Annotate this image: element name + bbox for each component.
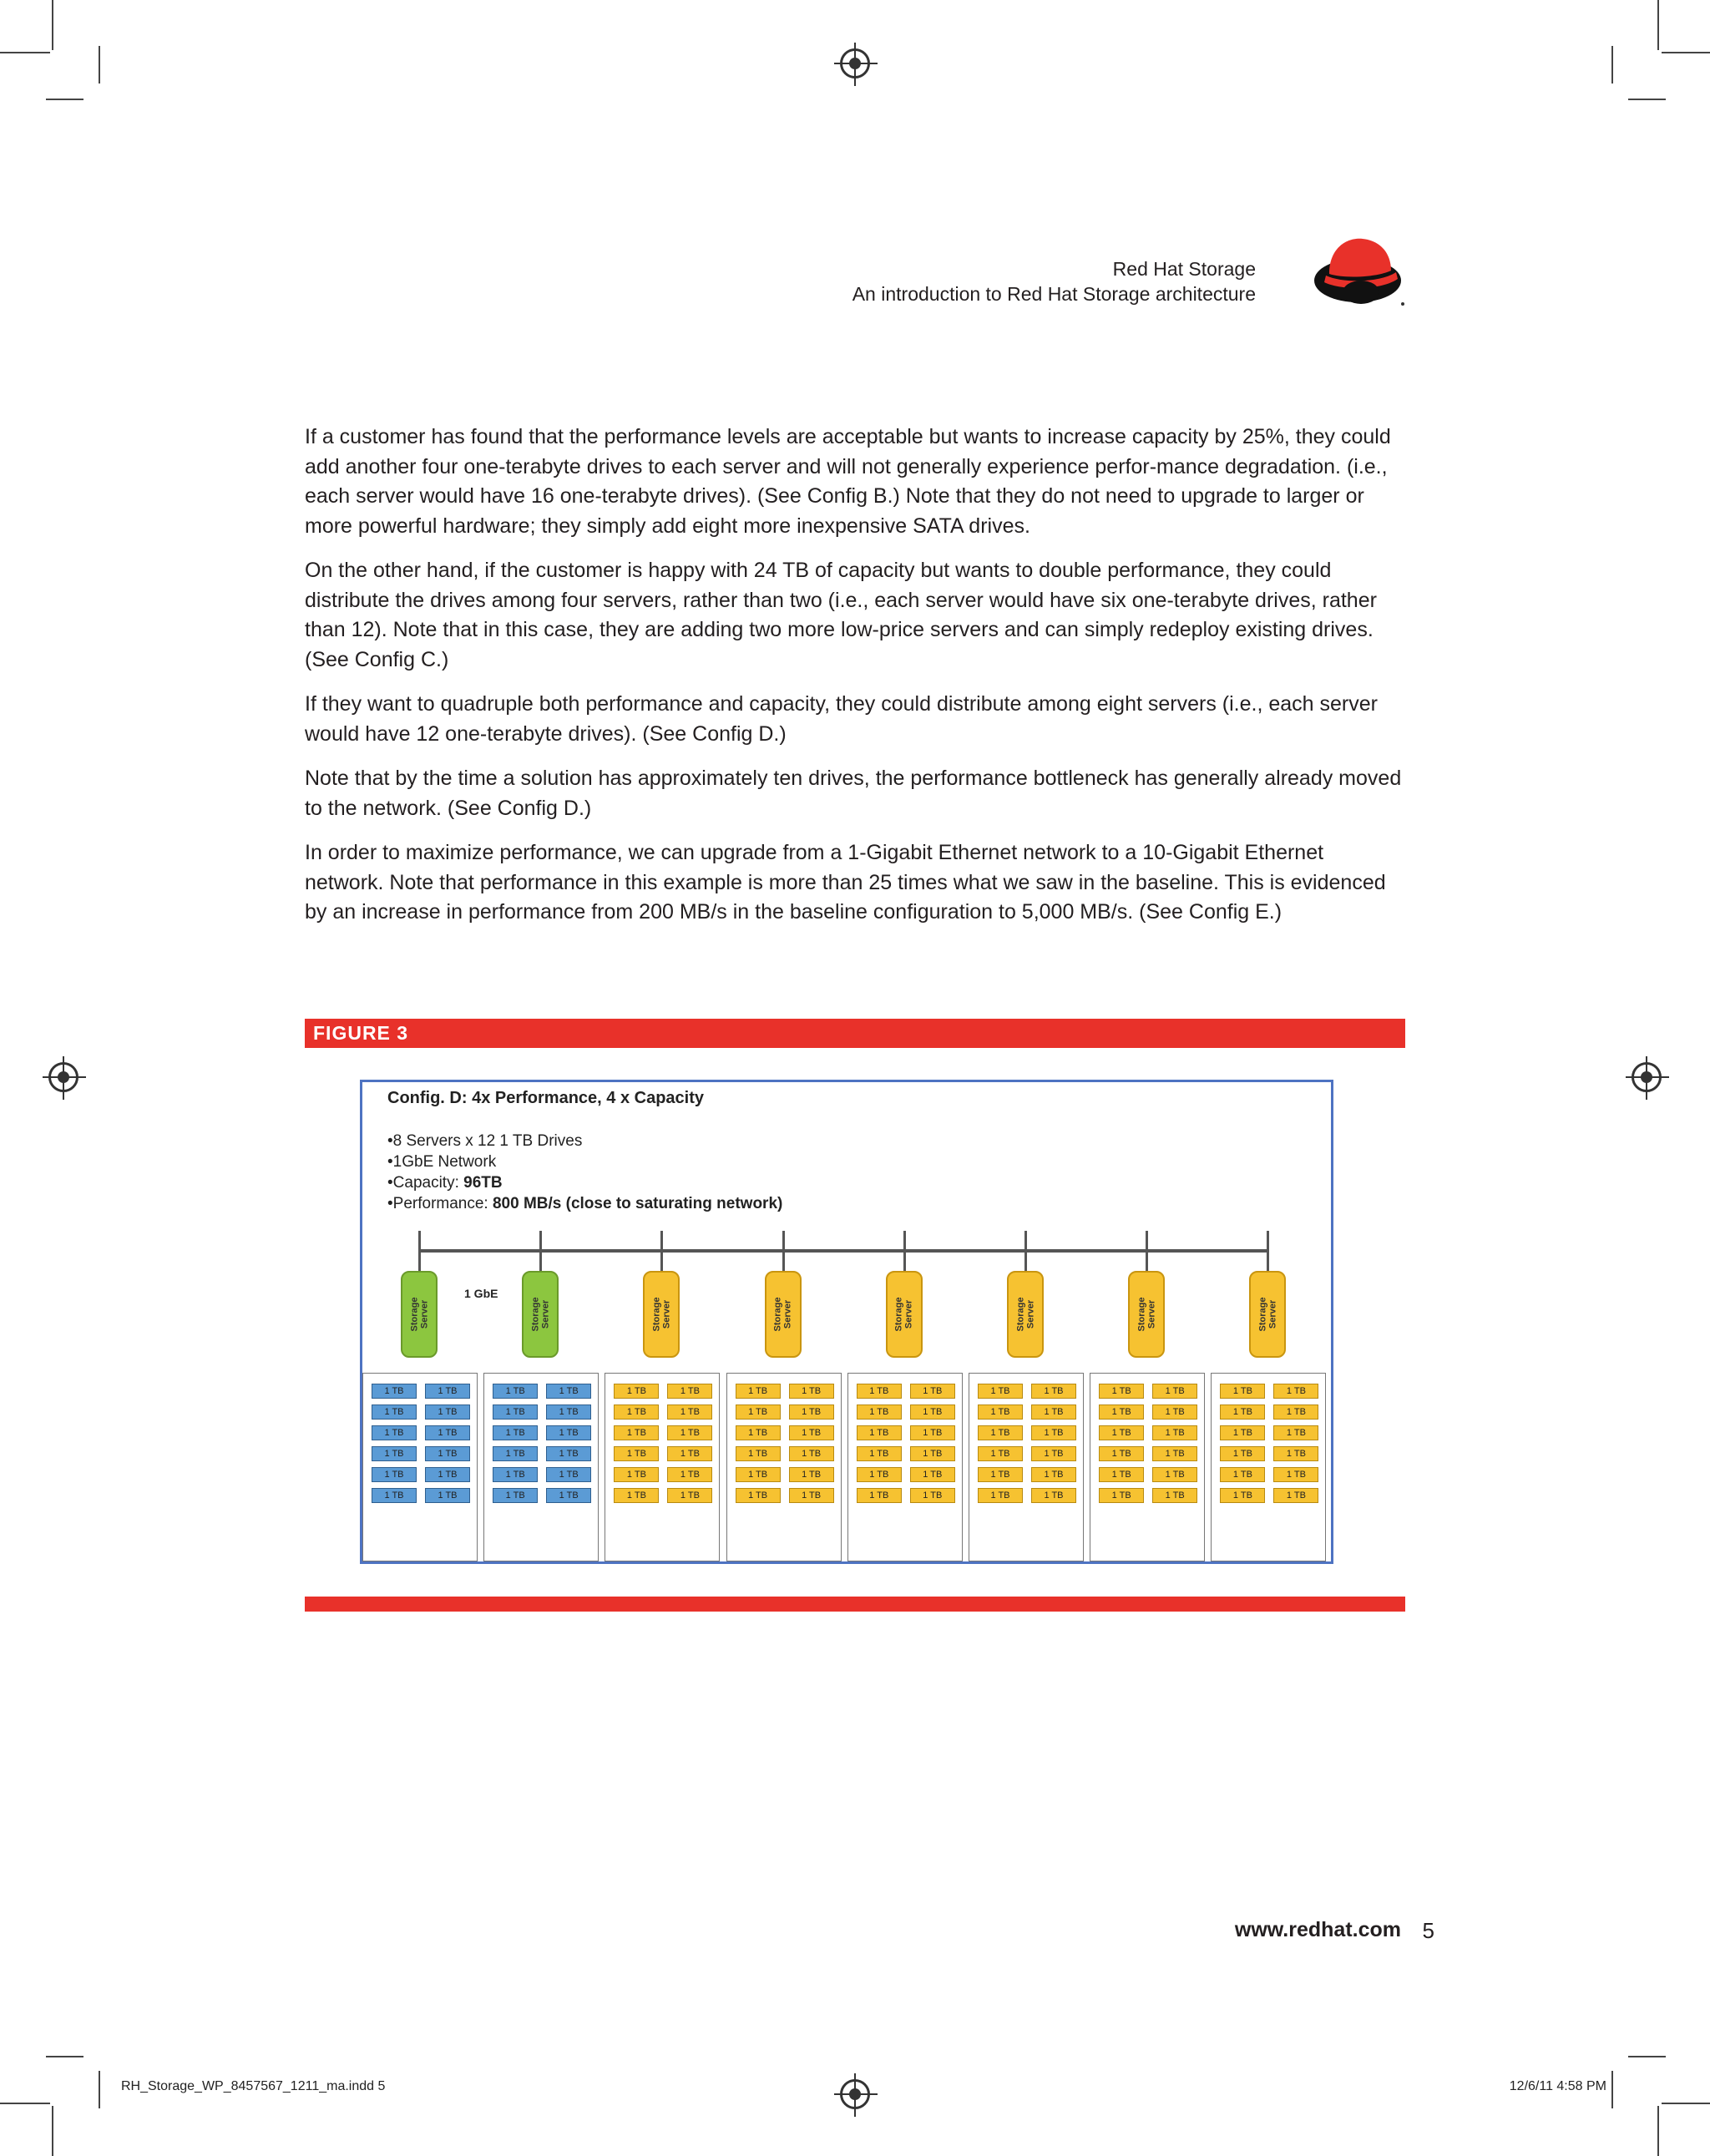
drive: 1 TB — [857, 1446, 902, 1461]
storage-server: Storage Server — [522, 1271, 559, 1358]
network-link — [1024, 1231, 1027, 1273]
page-number: 5 — [1422, 1918, 1434, 1943]
drive: 1 TB — [789, 1488, 834, 1503]
drive: 1 TB — [857, 1467, 902, 1482]
network-link — [418, 1231, 421, 1273]
drive: 1 TB — [614, 1467, 659, 1482]
drive: 1 TB — [1031, 1446, 1076, 1461]
diagram-bullet: •1GbE Network — [387, 1153, 497, 1171]
drive: 1 TB — [857, 1488, 902, 1503]
drive: 1 TB — [425, 1404, 470, 1420]
document-header — [852, 256, 1256, 306]
drive: 1 TB — [667, 1446, 712, 1461]
crop-mark — [99, 2071, 100, 2108]
drive: 1 TB — [372, 1384, 417, 1399]
drive: 1 TB — [614, 1404, 659, 1420]
drive: 1 TB — [978, 1384, 1023, 1399]
drive: 1 TB — [1099, 1446, 1144, 1461]
drive: 1 TB — [910, 1404, 955, 1420]
network-link — [1146, 1231, 1148, 1273]
drive: 1 TB — [910, 1488, 955, 1503]
drive: 1 TB — [1031, 1425, 1076, 1440]
diagram-bullets — [387, 1131, 782, 1214]
drive: 1 TB — [789, 1425, 834, 1440]
storage-server: Storage Server — [1007, 1271, 1044, 1358]
crop-mark — [0, 52, 50, 53]
drive-enclosure — [969, 1373, 1084, 1561]
print-slug: RH_Storage_WP_8457567_1211_ma.indd 5 — [121, 2079, 386, 2093]
drive: 1 TB — [978, 1425, 1023, 1440]
crop-mark — [0, 2103, 50, 2104]
footer-url[interactable]: www.redhat.com — [1234, 1918, 1401, 1941]
drive: 1 TB — [857, 1404, 902, 1420]
drive: 1 TB — [372, 1488, 417, 1503]
drive: 1 TB — [978, 1467, 1023, 1482]
crop-mark — [52, 2106, 53, 2156]
crop-mark — [1628, 2056, 1666, 2057]
drive: 1 TB — [1152, 1488, 1197, 1503]
drive-enclosure — [726, 1373, 842, 1561]
drive: 1 TB — [667, 1488, 712, 1503]
paragraph: In order to maximize performance, we can upgrade from a 1-Gigabit Ethernet network to a 10-Gigabit Ethernet network. Note that performance in this example is more than 25 times what we saw in the baseline. This is evidenced by an increase in performance from 200 MB/s in the baseline configuration to 5,000 MB/s. (See Config E.) — [305, 841, 1386, 924]
drive: 1 TB — [667, 1425, 712, 1440]
drive-enclosure — [847, 1373, 963, 1561]
drive: 1 TB — [789, 1467, 834, 1482]
drive: 1 TB — [1152, 1384, 1197, 1399]
drive: 1 TB — [667, 1384, 712, 1399]
network-link — [903, 1231, 906, 1273]
print-timestamp: 12/6/11 4:58 PM — [1509, 2079, 1606, 2093]
drive: 1 TB — [736, 1446, 781, 1461]
drive: 1 TB — [546, 1404, 591, 1420]
drive: 1 TB — [1099, 1384, 1144, 1399]
drive: 1 TB — [1273, 1488, 1318, 1503]
drive: 1 TB — [493, 1446, 538, 1461]
drive: 1 TB — [910, 1446, 955, 1461]
registration-mark-icon — [840, 2079, 870, 2109]
crop-mark — [1662, 52, 1710, 53]
drive: 1 TB — [1031, 1467, 1076, 1482]
drive: 1 TB — [493, 1425, 538, 1440]
storage-server: Storage Server — [643, 1271, 680, 1358]
drive: 1 TB — [546, 1425, 591, 1440]
drive: 1 TB — [614, 1488, 659, 1503]
drive: 1 TB — [614, 1425, 659, 1440]
drive: 1 TB — [1273, 1384, 1318, 1399]
crop-mark — [1657, 2106, 1659, 2156]
drive: 1 TB — [1031, 1488, 1076, 1503]
drive: 1 TB — [1152, 1467, 1197, 1482]
crop-mark — [46, 2056, 83, 2057]
paragraph: On the other hand, if the customer is happy with 24 TB of capacity but wants to double performance, they could distribute the drives among four servers, rather than two (i.e., each server would have six one-terabyte drives, rather than 12). Note that in this case, they are adding two more low-price servers and can simply redeploy existing drives. (See Config C.) — [305, 559, 1377, 671]
storage-server: Storage Server — [1128, 1271, 1165, 1358]
drive: 1 TB — [493, 1488, 538, 1503]
drive-enclosure — [1211, 1373, 1326, 1561]
drive: 1 TB — [1152, 1425, 1197, 1440]
drive: 1 TB — [425, 1425, 470, 1440]
red-hat-logo-icon — [1311, 232, 1411, 316]
drive: 1 TB — [910, 1467, 955, 1482]
network-link — [539, 1231, 542, 1273]
drive: 1 TB — [789, 1404, 834, 1420]
drive: 1 TB — [1220, 1467, 1265, 1482]
storage-server: Storage Server — [1249, 1271, 1286, 1358]
drive: 1 TB — [1220, 1384, 1265, 1399]
drive: 1 TB — [546, 1384, 591, 1399]
drive: 1 TB — [1031, 1384, 1076, 1399]
drive: 1 TB — [857, 1425, 902, 1440]
network-link — [782, 1231, 785, 1273]
drive: 1 TB — [425, 1467, 470, 1482]
crop-mark — [99, 46, 100, 84]
drive: 1 TB — [546, 1488, 591, 1503]
drive: 1 TB — [1099, 1404, 1144, 1420]
drive: 1 TB — [546, 1446, 591, 1461]
drive: 1 TB — [1031, 1404, 1076, 1420]
crop-mark — [46, 99, 83, 100]
drive: 1 TB — [1152, 1446, 1197, 1461]
drive: 1 TB — [425, 1446, 470, 1461]
drive: 1 TB — [736, 1467, 781, 1482]
drive: 1 TB — [372, 1404, 417, 1420]
paragraph: If they want to quadruple both performance and capacity, they could distribute among eight servers (i.e., each server would have 12 one-terabyte drives). (See Config D.) — [305, 692, 1378, 746]
drive: 1 TB — [910, 1384, 955, 1399]
paragraph: If a customer has found that the performance levels are acceptable but wants to increase capacity by 25%, they could add another four one-terabyte drives to each server and will not generally experience perfor-mance degradation. (i.e., each server would have 16 one-terabyte drives). (See Config B.) Note that they do not need to upgrade to larger or more powerful hardware; they simply add eight more inexpensive SATA drives. — [305, 425, 1391, 538]
registration-mark-icon — [1632, 1062, 1662, 1092]
figure-bottom-rule — [305, 1597, 1405, 1612]
storage-server: Storage Server — [401, 1271, 438, 1358]
drive: 1 TB — [425, 1384, 470, 1399]
drive: 1 TB — [493, 1384, 538, 1399]
drive: 1 TB — [1220, 1488, 1265, 1503]
drive: 1 TB — [789, 1446, 834, 1461]
paragraph: Note that by the time a solution has approximately ten drives, the performance bottleneck has generally already moved to the network. (See Config D.) — [305, 767, 1402, 820]
drive: 1 TB — [1273, 1467, 1318, 1482]
drive: 1 TB — [372, 1425, 417, 1440]
registration-mark-icon — [840, 48, 870, 78]
storage-server: Storage Server — [765, 1271, 802, 1358]
drive: 1 TB — [978, 1488, 1023, 1503]
config-d-diagram — [360, 1080, 1333, 1564]
drive: 1 TB — [736, 1488, 781, 1503]
drive: 1 TB — [736, 1425, 781, 1440]
storage-server: Storage Server — [886, 1271, 923, 1358]
drive: 1 TB — [614, 1384, 659, 1399]
network-link — [1267, 1231, 1269, 1273]
drive: 1 TB — [789, 1384, 834, 1399]
drive: 1 TB — [614, 1446, 659, 1461]
drive: 1 TB — [736, 1404, 781, 1420]
body-text — [305, 423, 1407, 943]
drive-enclosure — [362, 1373, 478, 1561]
drive: 1 TB — [667, 1467, 712, 1482]
drive: 1 TB — [736, 1384, 781, 1399]
drive: 1 TB — [1152, 1404, 1197, 1420]
drive: 1 TB — [978, 1446, 1023, 1461]
drive: 1 TB — [910, 1425, 955, 1440]
drive: 1 TB — [1220, 1446, 1265, 1461]
diagram-bullet: •8 Servers x 12 1 TB Drives — [387, 1132, 583, 1150]
diagram-bullet: •Performance: 800 MB/s (close to saturating network) — [387, 1195, 783, 1212]
drive: 1 TB — [1220, 1404, 1265, 1420]
figure-label: FIGURE 3 — [305, 1019, 1405, 1048]
crop-mark — [1611, 2071, 1613, 2108]
drive: 1 TB — [1273, 1404, 1318, 1420]
diagram-title: Config. D: 4x Performance, 4 x Capacity — [387, 1089, 705, 1107]
drive: 1 TB — [372, 1467, 417, 1482]
network-bus — [419, 1249, 1267, 1253]
header-title: Red Hat Storage — [1112, 258, 1256, 280]
drive: 1 TB — [667, 1404, 712, 1420]
crop-mark — [1628, 99, 1666, 100]
drive: 1 TB — [493, 1404, 538, 1420]
drive: 1 TB — [1099, 1467, 1144, 1482]
header-subtitle: An introduction to Red Hat Storage architecture — [852, 283, 1256, 305]
crop-mark — [52, 0, 53, 50]
drive: 1 TB — [1220, 1425, 1265, 1440]
drive: 1 TB — [425, 1488, 470, 1503]
drive: 1 TB — [1273, 1425, 1318, 1440]
drive-enclosure — [605, 1373, 720, 1561]
drive: 1 TB — [493, 1467, 538, 1482]
drive: 1 TB — [546, 1467, 591, 1482]
drive: 1 TB — [1099, 1488, 1144, 1503]
drive: 1 TB — [372, 1446, 417, 1461]
crop-mark — [1611, 46, 1613, 84]
drive: 1 TB — [857, 1384, 902, 1399]
drive-enclosure — [1090, 1373, 1205, 1561]
network-link — [660, 1231, 663, 1273]
crop-mark — [1662, 2103, 1710, 2104]
diagram-bullet: •Capacity: 96TB — [387, 1174, 503, 1192]
network-label: 1 GbE — [464, 1287, 498, 1300]
drive: 1 TB — [1099, 1425, 1144, 1440]
drive: 1 TB — [1273, 1446, 1318, 1461]
registration-mark-icon — [48, 1062, 78, 1092]
drive-enclosure — [483, 1373, 599, 1561]
crop-mark — [1657, 0, 1659, 50]
drive: 1 TB — [978, 1404, 1023, 1420]
